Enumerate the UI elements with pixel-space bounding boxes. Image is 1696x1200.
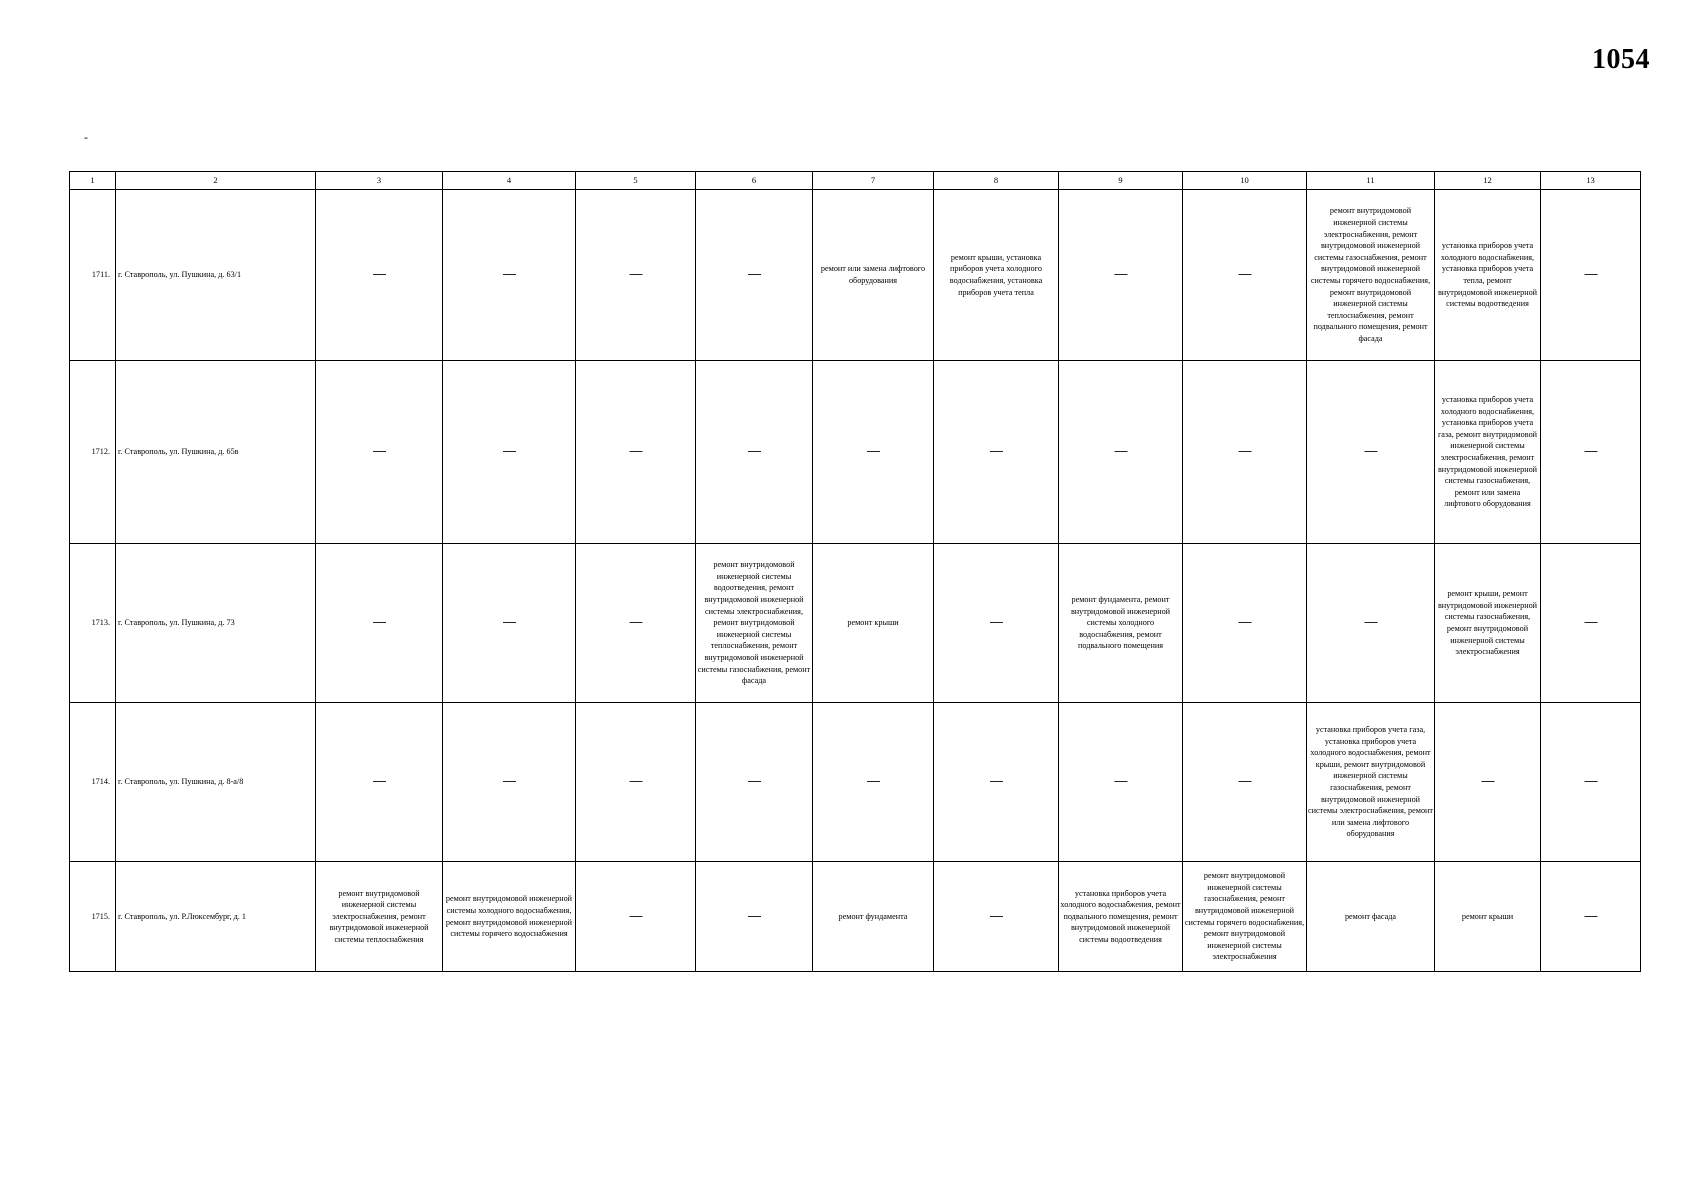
empty-cell — [443, 190, 576, 361]
address-cell: г. Ставрополь, ул. Пушкина, д. 65в — [116, 361, 316, 544]
empty-cell — [1183, 190, 1307, 361]
work-type-cell: ремонт крыши — [1435, 862, 1541, 972]
column-number: 10 — [1183, 172, 1307, 190]
column-number: 11 — [1307, 172, 1435, 190]
row-number: 1711. — [70, 190, 116, 361]
column-number: 8 — [934, 172, 1059, 190]
row-number: 1712. — [70, 361, 116, 544]
address-cell: г. Ставрополь, ул. Пушкина, д. 8-а/8 — [116, 703, 316, 862]
column-number: 13 — [1541, 172, 1641, 190]
dash-mark: — — [1584, 266, 1597, 282]
dash-mark: — — [1364, 443, 1377, 459]
empty-cell — [1541, 190, 1641, 361]
empty-cell — [696, 703, 813, 862]
dash-mark: — — [1584, 614, 1597, 630]
column-number: 2 — [116, 172, 316, 190]
address-cell: г. Ставрополь, ул. Р.Люксембург, д. 1 — [116, 862, 316, 972]
dash-mark: — — [1114, 773, 1127, 789]
empty-cell — [443, 544, 576, 703]
empty-cell — [1183, 703, 1307, 862]
dash-mark: — — [748, 907, 760, 923]
dash-mark: — — [503, 614, 515, 630]
empty-cell — [1541, 361, 1641, 544]
table-row — [70, 544, 1641, 703]
empty-cell — [1541, 703, 1641, 862]
empty-cell — [1541, 862, 1641, 972]
dash-mark: — — [1584, 907, 1597, 923]
row-number: 1713. — [70, 544, 116, 703]
dash-mark: — — [867, 773, 879, 789]
column-number: 6 — [696, 172, 813, 190]
column-number: 9 — [1059, 172, 1183, 190]
dash-mark: — — [373, 614, 385, 630]
dash-mark: — — [373, 266, 385, 282]
row-number: 1715. — [70, 862, 116, 972]
work-type-cell: ремонт крыши — [813, 544, 934, 703]
dash-mark: — — [503, 266, 515, 282]
work-type-cell: установка приборов учета холодного водоснабжения, установка приборов учета газа, ремонт внутридомовой инженерной системы электроснабжения, ремонт внутридомовой инженерной системы газоснабжения, ремонт или замена лифтового оборудования — [1435, 361, 1541, 544]
empty-cell — [813, 703, 934, 862]
column-number: 1 — [70, 172, 116, 190]
dash-mark: — — [867, 443, 879, 459]
empty-cell — [813, 361, 934, 544]
stray-mark: - — [84, 130, 88, 144]
empty-cell — [576, 361, 696, 544]
empty-cell — [316, 361, 443, 544]
empty-cell — [1435, 703, 1541, 862]
work-type-cell: ремонт крыши, установка приборов учета холодного водоснабжения, установка приборов учета тепла — [934, 190, 1059, 361]
empty-cell — [1183, 361, 1307, 544]
dash-mark: — — [1584, 443, 1597, 459]
work-type-cell: ремонт внутридомовой инженерной системы газоснабжения, ремонт внутридомовой инженерной системы горячего водоснабжения, ремонт внутридомовой инженерной системы электроснабжения — [1183, 862, 1307, 972]
work-type-cell: установка приборов учета холодного водоснабжения, установка приборов учета тепла, ремонт внутридомовой инженерной системы водоотведения — [1435, 190, 1541, 361]
table-row — [70, 862, 1641, 972]
column-number: 12 — [1435, 172, 1541, 190]
work-type-cell: ремонт или замена лифтового оборудования — [813, 190, 934, 361]
table-row — [70, 361, 1641, 544]
dash-mark: — — [1238, 614, 1251, 630]
empty-cell — [696, 190, 813, 361]
dash-mark: — — [990, 443, 1002, 459]
dash-mark: — — [1114, 266, 1127, 282]
empty-cell — [1059, 703, 1183, 862]
dash-mark: — — [748, 443, 760, 459]
dash-mark: — — [990, 614, 1002, 630]
row-number: 1714. — [70, 703, 116, 862]
dash-mark: — — [373, 773, 385, 789]
empty-cell — [576, 703, 696, 862]
empty-cell — [576, 862, 696, 972]
dash-mark: — — [1114, 443, 1127, 459]
dash-mark: — — [1364, 614, 1377, 630]
work-type-cell: ремонт фундамента, ремонт внутридомовой инженерной системы холодного водоснабжения, ремонт подвального помещения — [1059, 544, 1183, 703]
empty-cell — [1541, 544, 1641, 703]
dash-mark: — — [629, 907, 642, 923]
page-number: 1054 — [1592, 44, 1650, 75]
column-number: 3 — [316, 172, 443, 190]
work-type-cell: ремонт внутридомовой инженерной системы электроснабжения, ремонт внутридомовой инженерной системы газоснабжения, ремонт внутридомовой инженерной системы горячего водоснабжения, ремонт внутридомовой инженерной системы теплоснабжения, ремонт подвального помещения, ремонт фасада — [1307, 190, 1435, 361]
dash-mark: — — [1238, 773, 1251, 789]
work-type-cell: установка приборов учета холодного водоснабжения, ремонт подвального помещения, ремонт внутридомовой инженерной системы водоотведения — [1059, 862, 1183, 972]
work-type-cell: ремонт внутридомовой инженерной системы холодного водоснабжения, ремонт внутридомовой инженерной системы горячего водоснабжения — [443, 862, 576, 972]
work-type-cell: установка приборов учета газа, установка приборов учета холодного водоснабжения, ремонт крыши, ремонт внутридомовой инженерной системы газоснабжения, ремонт внутридомовой инженерной системы электроснабжения, ремонт или замена лифтового оборудования — [1307, 703, 1435, 862]
address-cell: г. Ставрополь, ул. Пушкина, д. 73 — [116, 544, 316, 703]
dash-mark: — — [503, 443, 515, 459]
address-cell: г. Ставрополь, ул. Пушкина, д. 63/1 — [116, 190, 316, 361]
empty-cell — [1059, 190, 1183, 361]
dash-mark: — — [748, 773, 760, 789]
empty-cell — [443, 361, 576, 544]
dash-mark: — — [990, 773, 1002, 789]
column-number-row — [70, 172, 1641, 190]
dash-mark: — — [629, 443, 642, 459]
work-type-cell: ремонт внутридомовой инженерной системы электроснабжения, ремонт внутридомовой инженерной системы теплоснабжения — [316, 862, 443, 972]
empty-cell — [1307, 361, 1435, 544]
dash-mark: — — [1238, 266, 1251, 282]
dash-mark: — — [1584, 773, 1597, 789]
empty-cell — [576, 544, 696, 703]
dash-mark: — — [748, 266, 760, 282]
empty-cell — [696, 361, 813, 544]
dash-mark: — — [373, 443, 385, 459]
repair-schedule-table — [69, 171, 1641, 972]
dash-mark: — — [503, 773, 515, 789]
work-type-cell: ремонт внутридомовой инженерной системы водоотведения, ремонт внутридомовой инженерной системы электроснабжения, ремонт внутридомовой инженерной системы теплоснабжения, ремонт внутридомовой инженерной системы газоснабжения, ремонт фасада — [696, 544, 813, 703]
empty-cell — [316, 190, 443, 361]
empty-cell — [1307, 544, 1435, 703]
dash-mark: — — [629, 614, 642, 630]
empty-cell — [1183, 544, 1307, 703]
empty-cell — [443, 703, 576, 862]
work-type-cell: ремонт фасада — [1307, 862, 1435, 972]
work-type-cell: ремонт фундамента — [813, 862, 934, 972]
dash-mark: — — [629, 773, 642, 789]
empty-cell — [1059, 361, 1183, 544]
dash-mark: — — [990, 907, 1002, 923]
work-type-cell: ремонт крыши, ремонт внутридомовой инженерной системы газоснабжения, ремонт внутридомовой инженерной системы электроснабжения — [1435, 544, 1541, 703]
table-body — [70, 172, 1641, 972]
empty-cell — [696, 862, 813, 972]
dash-mark: — — [629, 266, 642, 282]
empty-cell — [934, 544, 1059, 703]
column-number: 4 — [443, 172, 576, 190]
empty-cell — [934, 862, 1059, 972]
column-number: 7 — [813, 172, 934, 190]
empty-cell — [576, 190, 696, 361]
dash-mark: — — [1481, 773, 1494, 789]
empty-cell — [934, 361, 1059, 544]
column-number: 5 — [576, 172, 696, 190]
empty-cell — [316, 544, 443, 703]
table-row — [70, 703, 1641, 862]
dash-mark: — — [1238, 443, 1251, 459]
empty-cell — [934, 703, 1059, 862]
empty-cell — [316, 703, 443, 862]
table-row — [70, 190, 1641, 361]
